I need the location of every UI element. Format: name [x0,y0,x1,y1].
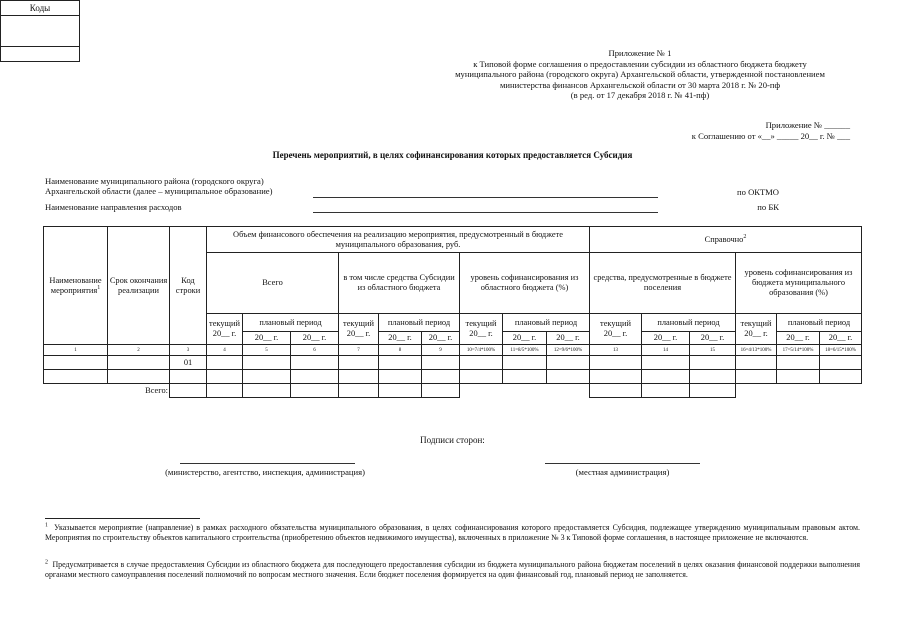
total-cell[interactable] [170,384,207,398]
col-header-name [44,227,108,345]
mun-name-label-2: Архангельской области (далее – муниципальное образование) [45,186,273,196]
total-cell[interactable] [243,384,291,398]
footnote-1 [45,523,860,542]
table-cell[interactable] [207,370,243,384]
footnote-separator [45,518,200,519]
col-plan-year: 20__ г. [291,332,339,345]
col-plan-period: плановый период [642,314,736,332]
table-cell[interactable] [379,370,422,384]
col-plan-period: плановый период [777,314,862,332]
col-number: 13 [590,345,642,356]
col-current-year: текущий 20__ г. [736,314,777,345]
col-number: 8 [379,345,422,356]
codes-header: Коды [1,1,80,16]
col-header-reference [590,227,862,253]
col-header-total: Всего [207,253,339,314]
table-cell[interactable] [690,356,736,370]
table-cell[interactable] [736,370,777,384]
mun-name-field[interactable] [313,197,658,198]
col-current-year: текущий 20__ г. [460,314,503,345]
table-cell[interactable] [460,370,503,384]
col-number: 18=6/15*100% [820,345,862,356]
table-cell[interactable] [547,370,590,384]
appendix-number: Приложение № ______ [765,120,850,130]
col-plan-year: 20__ г. [642,332,690,345]
col-number: 11=8/5*100% [503,345,547,356]
table-cell[interactable] [44,356,108,370]
codes-box [0,0,80,62]
table-cell[interactable] [820,370,862,384]
oktmo-code-field[interactable] [1,16,80,47]
total-cell[interactable] [207,384,243,398]
col-number: 4 [207,345,243,356]
blank-cell [44,384,108,398]
table-cell[interactable] [736,356,777,370]
table-cell[interactable] [422,370,460,384]
col-plan-year: 20__ г. [547,332,590,345]
table-cell[interactable] [503,370,547,384]
footnote-ref: 2 [743,233,747,240]
table-cell[interactable] [339,370,379,384]
total-cell[interactable] [422,384,460,398]
table-row [44,370,862,384]
blank-cell [736,384,777,398]
col-number: 6 [291,345,339,356]
table-cell[interactable] [243,356,291,370]
col-number: 1 [44,345,108,356]
footnote-ref: 1 [97,284,101,291]
header-line: муниципального района (городского округа) Архангельской области, утвержденной постановлением [455,69,825,79]
direction-label: Наименование направления расходов [45,202,182,212]
table-cell[interactable] [503,356,547,370]
direction-field[interactable] [313,212,658,213]
col-number: 17=5/14*100% [777,345,820,356]
total-cell[interactable] [379,384,422,398]
signature-left-caption: (министерство, агентство, инспекция, администрация) [165,467,365,477]
table-cell[interactable] [777,370,820,384]
table-cell[interactable] [207,356,243,370]
total-cell[interactable] [690,384,736,398]
total-label: Всего: [145,385,168,395]
blank-cell [503,384,547,398]
col-current-year: текущий 20__ г. [339,314,379,345]
col-current-year: текущий 20__ г. [207,314,243,345]
bk-code-field[interactable] [1,47,80,62]
col-number: 2 [108,345,170,356]
measures-table [43,226,862,398]
mun-name-label-1: Наименование муниципального района (городского округа) [45,176,264,186]
col-header-settlement: средства, предусмотренные в бюджете поселения [590,253,736,314]
col-plan-year: 20__ г. [820,332,862,345]
bk-label: по БК [757,202,779,212]
table-cell[interactable] [642,370,690,384]
col-header-term: Срок окончания реализации [108,227,170,345]
signature-line-right[interactable] [545,463,700,464]
col-current-year: текущий 20__ г. [590,314,642,345]
table-cell[interactable] [44,370,108,384]
table-cell[interactable] [291,370,339,384]
document-title: Перечень мероприятий, в целях софинансирования которых предоставляется Субсидия [272,150,633,160]
col-plan-year: 20__ г. [379,332,422,345]
table-cell[interactable] [291,356,339,370]
table-cell[interactable] [243,370,291,384]
blank-cell [777,384,820,398]
col-number: 9 [422,345,460,356]
blank-cell [820,384,862,398]
table-cell[interactable] [690,370,736,384]
table-cell[interactable] [379,356,422,370]
table-cell[interactable] [460,356,503,370]
col-number: 16=4/13*100% [736,345,777,356]
table-row [44,356,862,370]
col-number: 3 [170,345,207,356]
table-cell[interactable] [108,356,170,370]
col-number: 7 [339,345,379,356]
blank-cell [460,384,503,398]
signature-line-left[interactable] [180,463,355,464]
header-line: Приложение № 1 [608,48,672,58]
table-cell[interactable] [590,356,642,370]
appendix-ref [692,120,850,142]
col-number: 12=9/6*100% [547,345,590,356]
col-plan-year: 20__ г. [503,332,547,345]
footnote-marker: 1 [45,522,48,529]
total-cell[interactable] [590,384,642,398]
col-plan-period: плановый период [243,314,339,332]
table-cell[interactable] [339,356,379,370]
col-header-code: Код строки [170,227,207,345]
table-cell[interactable] [777,356,820,370]
col-header-subsidy: в том числе средства Субсидии из областного бюджета [339,253,460,314]
row-code-cell: 01 [170,356,207,370]
col-plan-period: плановый период [503,314,590,332]
total-row [44,384,862,398]
footnote-text: Предусматривается в случае предоставления Субсидии из областного бюджета для последующего предоставления субсидии из бюджета муниципального района бюджетам поселений в целях оказания финансовой поддержки выполнения органами местного самоуправления поселений полномочий по вопросам местного значения. Если бюджет поселения формируется на один финансовый год, плановый период не заполняется. [45,560,860,579]
col-header-name-text: Наименование мероприятия [49,275,102,295]
signatures-title: Подписи сторон: [420,435,485,445]
col-number: 5 [243,345,291,356]
document-header [420,48,860,101]
col-header-regional-level: уровень софинансирования из областного бюджета (%) [460,253,590,314]
header-line: министерства финансов Архангельской области от 30 марта 2018 г. № 20-пф [499,79,781,90]
col-plan-year: 20__ г. [777,332,820,345]
total-cell[interactable] [339,384,379,398]
col-number: 15 [690,345,736,356]
table-cell[interactable] [170,370,207,384]
col-plan-year: 20__ г. [422,332,460,345]
col-header-reference-text: Справочно [704,234,744,244]
signature-right-caption: (местная администрация) [575,467,670,477]
table-cell[interactable] [108,370,170,384]
oktmo-label: по ОКТМО [737,187,779,197]
table-cell[interactable] [820,356,862,370]
header-line: к Типовой форме соглашения о предоставлении субсидии из областного бюджета бюджету [473,58,807,69]
table-cell[interactable] [547,356,590,370]
col-header-municipal-level: уровень софинансирования из бюджета муниципального образования (%) [736,253,862,314]
agreement-ref: к Соглашению от «__» _____ 20__ г. № ___ [691,131,850,141]
table-cell[interactable] [642,356,690,370]
total-cell[interactable] [291,384,339,398]
header-line: (в ред. от 17 декабря 2018 г. № 41-пф) [570,90,710,100]
col-plan-period: плановый период [379,314,460,332]
col-header-volume: Объем финансового обеспечения на реализацию мероприятия, предусмотренный в бюджете муниципального образования, руб. [207,227,590,253]
col-plan-year: 20__ г. [243,332,291,345]
footnote-2 [45,560,860,579]
col-number: 10=7/4*100% [460,345,503,356]
col-number: 14 [642,345,690,356]
col-plan-year: 20__ г. [690,332,736,345]
table-cell[interactable] [590,370,642,384]
footnote-marker: 2 [45,559,48,566]
total-cell[interactable] [642,384,690,398]
blank-cell [547,384,590,398]
column-number-row [44,345,862,356]
footnote-text: Указывается мероприятие (направление) в рамках расходного обязательства муниципального образования, в целях софинансирования которого предоставляется Субсидия, подлежащее утверждению муниципальным правовым актом. Мероприятия по строительству объектов капитального строительства (приобретению объектов недвижимого имущества), включенных в приложение № 3 к Типовой форме соглашения, в настоящее приложение не включаются. [45,523,860,542]
table-cell[interactable] [422,356,460,370]
